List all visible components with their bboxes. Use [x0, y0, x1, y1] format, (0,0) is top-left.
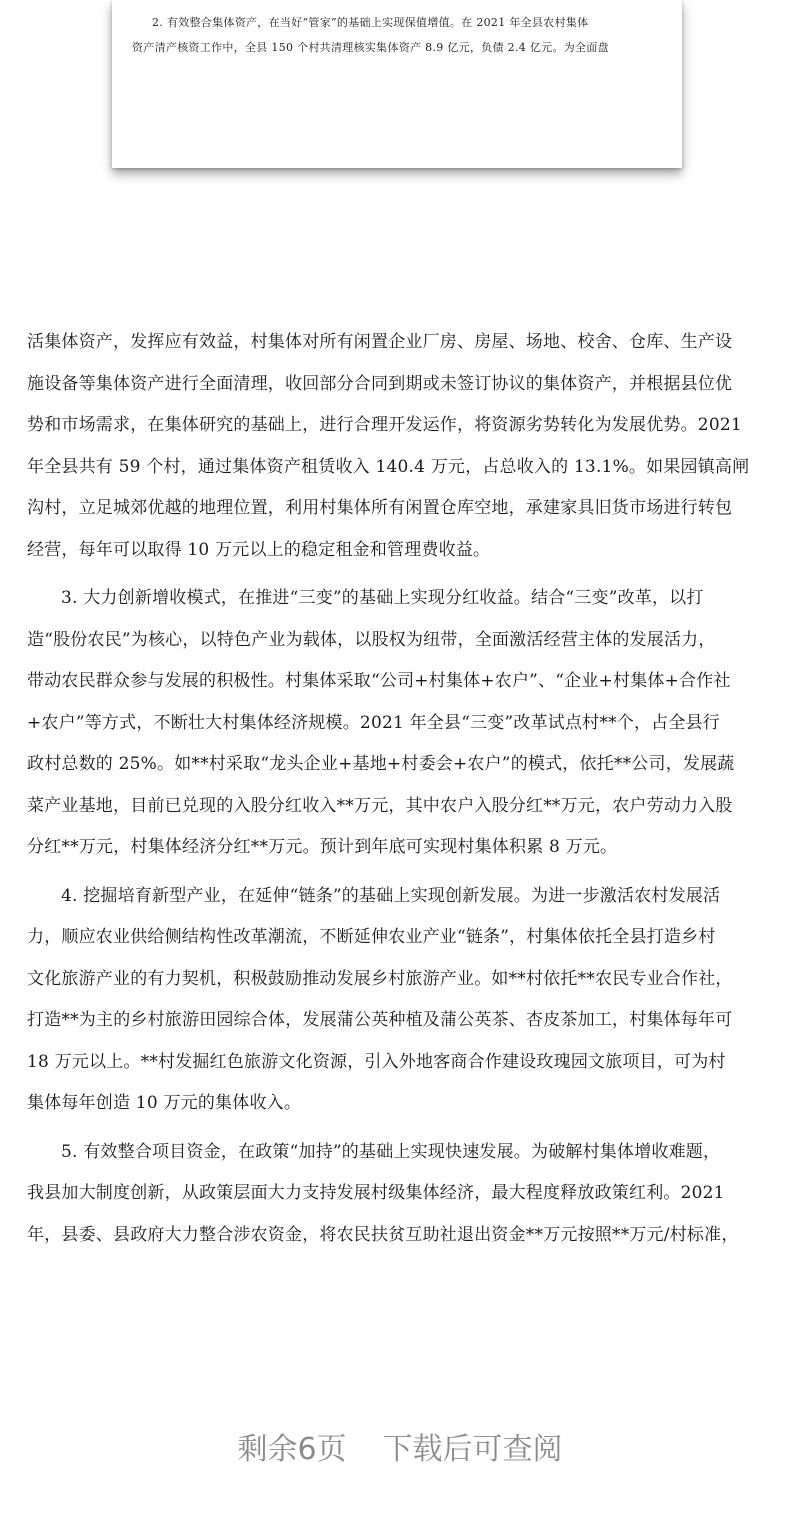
- text-line: 年全县共有 59 个村，通过集体资产租赁收入 140.4 万元，占总收入的 13.1%。如果园镇高闸: [27, 456, 750, 477]
- text-line: 政村总数的 25%。如**村采取“龙头企业+基地+村委会+农户”的模式，依托**公司，发展蔬: [27, 754, 735, 774]
- card-text-line: 2. 有效整合集体资产，在当好“管家”的基础上实现保值增值。在 2021 年全县农村集体: [152, 16, 589, 29]
- page-preview-card: [112, 0, 682, 168]
- text-line: 年，县委、县政府大力整合涉农资金，将农民扶贫互助社退出资金**万元按照**万元/村标准，: [27, 1224, 739, 1245]
- text-line: 势和市场需求，在集体研究的基础上，进行合理开发运作，将资源劣势转化为发展优势。2021: [27, 415, 742, 435]
- paragraph-heading-3: 3. 大力创新增收模式，在推进“三变”的基础上实现分红收益。结合“三变”改革，以打: [61, 588, 704, 608]
- text-line: 力，顺应农业供给侧结构性改革潮流，不断延伸农业产业“链条”，村集体依托全县打造乡村: [27, 927, 716, 947]
- document-body: [27, 322, 777, 1256]
- remaining-pages-label: 剩余6页: [237, 1432, 347, 1467]
- text-line: +农户”等方式，不断壮大村集体经济规模。2021 年全县“三变”改革试点村**个，占全县行: [27, 712, 720, 733]
- card-text-line: 资产清产核资工作中，全县 150 个村共清理核实集体资产 8.9 亿元，负债 2.4 亿元。为全面盘: [132, 41, 609, 54]
- download-to-view-label[interactable]: 下载后可查阅: [382, 1432, 563, 1467]
- text-line: 造“股份农民”为核心，以特色产业为载体，以股权为纽带，全面激活经营主体的发展活力，: [27, 629, 716, 650]
- paragraph-heading-4: 4. 挖掘培育新型产业，在延伸“链条”的基础上实现创新发展。为进一步激活农村发展活: [61, 885, 721, 906]
- text-line: 菜产业基地，目前已兑现的入股分红收入**万元，其中农户入股分红**万元，农户劳动力入股: [27, 795, 733, 816]
- text-line: 沟村，立足城郊优越的地理位置，利用村集体所有闲置仓库空地，承建家具旧货市场进行转包: [27, 498, 733, 518]
- text-line: 带动农民群众参与发展的积极性。村集体采取“公司+村集体+农户”、“企业+村集体+合作社: [27, 671, 731, 691]
- text-line: 分红**万元，村集体经济分红**万元。预计到年底可实现村集体积累 8 万元。: [27, 837, 618, 857]
- text-line: 打造**为主的乡村旅游田园综合体，发展蒲公英种植及蒲公英茶、杏皮茶加工，村集体每年可: [27, 1010, 733, 1030]
- text-line: 18 万元以上。**村发掘红色旅游文化资源，引入外地客商合作建设玫瑰园文旅项目，可为村: [27, 1051, 726, 1072]
- text-line: 文化旅游产业的有力契机，积极鼓励推动发展乡村旅游产业。如**村依托**农民专业合作社，: [27, 968, 733, 989]
- text-line: 经营，每年可以取得 10 万元以上的稳定租金和管理费收益。: [27, 539, 491, 560]
- text-line: 活集体资产，发挥应有效益，村集体对所有闲置企业厂房、房屋、场地、校舍、仓库、生产设: [27, 332, 733, 352]
- download-prompt[interactable]: [0, 1430, 800, 1470]
- paragraph-heading-5: 5. 有效整合项目资金，在政策“加持”的基础上实现快速发展。为破解村集体增收难题，: [61, 1141, 721, 1162]
- text-line: 我县加大制度创新，从政策层面大力支持发展村级集体经济，最大程度释放政策红利。2021: [27, 1183, 725, 1203]
- text-line: 集体每年创造 10 万元的集体收入。: [27, 1093, 302, 1113]
- text-line: 施设备等集体资产进行全面清理，收回部分合同到期或未签订协议的集体资产，并根据县位优: [27, 373, 733, 394]
